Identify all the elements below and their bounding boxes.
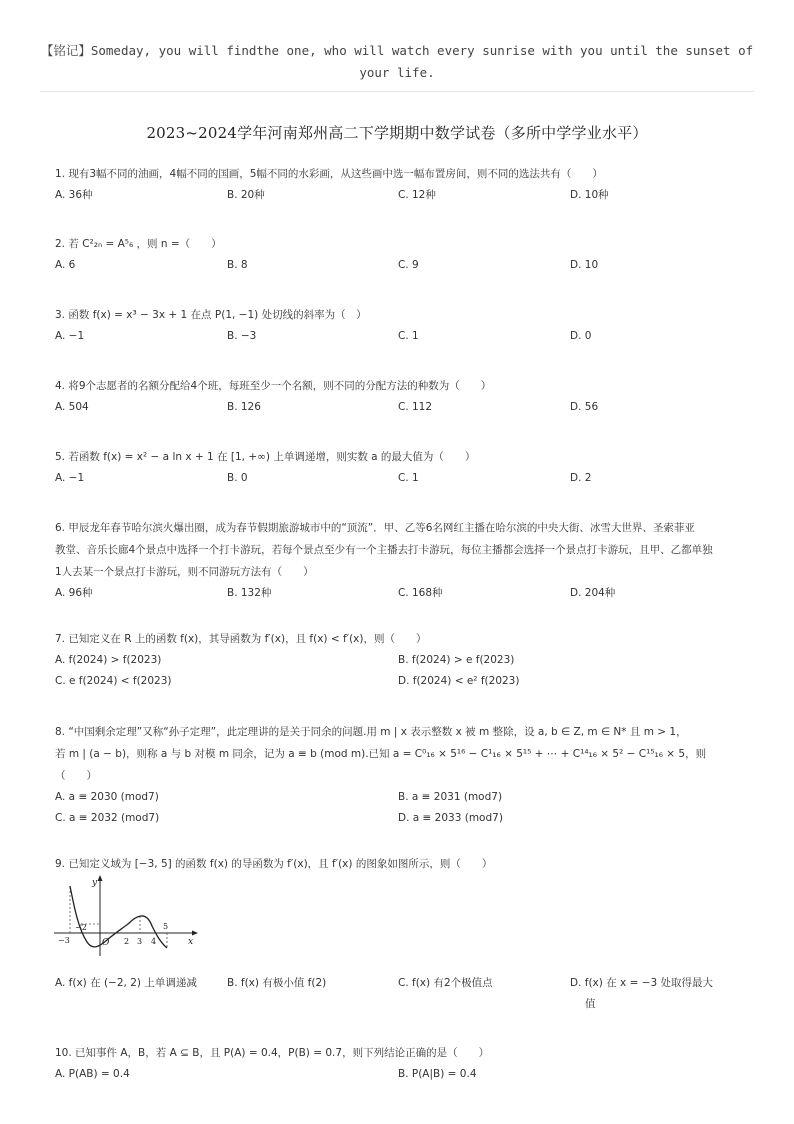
question-3 [55, 305, 745, 342]
option-c: C. f(x) 有2个极值点 [398, 977, 493, 989]
option-b: B. 8 [227, 259, 248, 271]
question-stem-line-2: 教堂、音乐长廊4个景点中选择一个打卡游玩，若每个景点至少有一个主播去打卡游玩，每位主播都会选择一个景点打卡游玩，且甲、乙都单独 [55, 544, 713, 556]
question-stem: 4. 将9个志愿者的名额分配给4个班，每班至少一个名额，则不同的分配方法的种数为（ ） [55, 380, 492, 392]
question-4 [55, 376, 745, 413]
option-d: D. a ≡ 2033 (mod7) [398, 812, 503, 824]
option-a: A. a ≡ 2030 (mod7) [55, 791, 159, 803]
option-c: C. 12种 [398, 189, 436, 201]
y-axis-label: y [92, 878, 98, 888]
tick-label-2: 2 [124, 937, 130, 946]
option-b: B. f(x) 有极小值 f(2) [227, 977, 327, 989]
x-axis-arrow [192, 931, 198, 936]
option-b: B. 0 [227, 472, 248, 484]
option-a: A. 96种 [55, 587, 93, 599]
option-d: D. f(2024) < e² f(2023) [398, 675, 520, 687]
question-stem: 3. 函数 f(x) = x³ − 3x + 1 在点 P(1, −1) 处切线的斜率为（ ） [55, 309, 367, 321]
option-b: B. 132种 [227, 587, 272, 599]
question-stem: 7. 已知定义在 R 上的函数 f(x)，其导函数为 f′(x)，且 f(x) < f′(x)，则（ ） [55, 633, 427, 645]
question-6 [55, 517, 745, 599]
option-d: D. 10 [570, 259, 599, 271]
option-b: B. a ≡ 2031 (mod7) [398, 791, 503, 803]
option-a: A. 6 [55, 259, 76, 271]
derivative-graph [52, 872, 200, 958]
tick-label-4: 4 [151, 937, 157, 946]
option-a: A. 36种 [55, 189, 93, 201]
question-5 [55, 447, 745, 484]
option-b: B. −3 [227, 330, 257, 342]
tick-label-3: 3 [137, 937, 143, 946]
question-stem-line-2: 若 m | (a − b)，则称 a 与 b 对模 m 同余，记为 a ≡ b (mod m).已知 a = C⁰₁₆ × 5¹⁶ − C¹₁₆ × 5¹⁵ + ⋯ + C¹⁴₁₆ × 5² − C¹⁵₁₆ × 5，则 [55, 748, 707, 760]
question-2 [55, 234, 745, 271]
options-row-2 [55, 808, 745, 829]
question-9-options [55, 973, 745, 1015]
options-row-2 [55, 671, 745, 692]
option-d: D. 204种 [570, 587, 616, 599]
option-c: C. 168种 [398, 587, 443, 599]
question-stem-line-1: 8. “中国剩余定理”又称“孙子定理”，此定理讲的是关于同余的问题.用 m | x 表示整数 x 被 m 整除，设 a, b ∈ Z, m ∈ N* 且 m > 1， [55, 726, 687, 738]
tick-label-minus2: −2 [75, 923, 87, 932]
question-7 [55, 629, 745, 692]
question-stem-line-3: 1人去某一个景点打卡游玩，则不同游玩方法有（ ） [55, 566, 314, 578]
option-c: C. 9 [398, 259, 419, 271]
question-stem: 2. 若 C²₂ₙ = A⁵₆ ，则 n =（ ） [55, 238, 222, 250]
option-a: A. f(2024) > f(2023) [55, 654, 162, 666]
option-d: D. 2 [570, 472, 592, 484]
question-stem: 1. 现有3幅不同的油画，4幅不同的国画，5幅不同的水彩画，从这些画中选一幅布置房间，则不同的选法共有（ ） [55, 168, 603, 180]
option-c: C. a ≡ 2032 (mod7) [55, 812, 160, 824]
option-a: A. −1 [55, 472, 85, 484]
x-axis-label: x [188, 937, 194, 947]
option-c: C. 1 [398, 330, 419, 342]
option-a: A. P(AB) = 0.4 [55, 1068, 130, 1080]
options-row-cont [55, 994, 745, 1015]
options-row-1 [55, 650, 745, 671]
question-stem: 5. 若函数 f(x) = x² − a ln x + 1 在 [1, +∞) 上单调递增，则实数 a 的最大值为（ ） [55, 451, 476, 463]
question-8 [55, 721, 745, 829]
question-stem: 9. 已知定义域为 [−3, 5] 的函数 f(x) 的导函数为 f′(x)，且 f′(x) 的图象如图所示，则（ ） [55, 858, 493, 870]
exam-title: 2023~2024学年河南郑州高二下学期期中数学试卷（多所中学学业水平） [146, 124, 648, 142]
option-c: C. 112 [398, 401, 433, 413]
option-a: A. −1 [55, 330, 85, 342]
question-1 [55, 164, 745, 201]
question-stem-line-1: 6. 甲辰龙年春节哈尔滨火爆出圈，成为春节假期旅游城市中的“顶流”．甲、乙等6名网红主播在哈尔滨的中央大街、冰雪大世界、圣索菲亚 [55, 522, 695, 534]
option-d: D. 0 [570, 330, 592, 342]
options-row-1 [55, 1064, 745, 1085]
option-d: D. 56 [570, 401, 599, 413]
option-b: B. f(2024) > e f(2023) [398, 654, 515, 666]
option-d: D. f(x) 在 x = −3 处取得最大 [570, 977, 714, 989]
tick-label-5: 5 [163, 922, 169, 931]
y-axis-arrow [98, 875, 103, 881]
option-c: C. 1 [398, 472, 419, 484]
question-10 [55, 1043, 745, 1085]
origin-label: O [102, 938, 110, 948]
motto-banner: 【铭记】Someday, you will findthe one, who will watch every sunrise with you until the sunset of your life. [40, 43, 754, 80]
option-c: C. e f(2024) < f(2023) [55, 675, 172, 687]
option-d: D. 10种 [570, 189, 609, 201]
tick-label-minus3: −3 [58, 936, 70, 945]
header-divider [40, 91, 754, 92]
option-a: A. 504 [55, 401, 89, 413]
options-row-1 [55, 787, 745, 808]
option-d-continuation: 值 [585, 998, 596, 1010]
question-stem-line-3: （ ） [55, 770, 97, 782]
option-b: B. P(A|B) = 0.4 [398, 1068, 477, 1080]
option-b: B. 126 [227, 401, 261, 413]
options-row [55, 973, 745, 994]
option-a: A. f(x) 在 (−2, 2) 上单调递减 [55, 977, 197, 989]
question-stem: 10. 已知事件 A，B，若 A ⊆ B，且 P(A) = 0.4，P(B) = 0.7，则下列结论正确的是（ ） [55, 1047, 490, 1059]
option-b: B. 20种 [227, 189, 265, 201]
